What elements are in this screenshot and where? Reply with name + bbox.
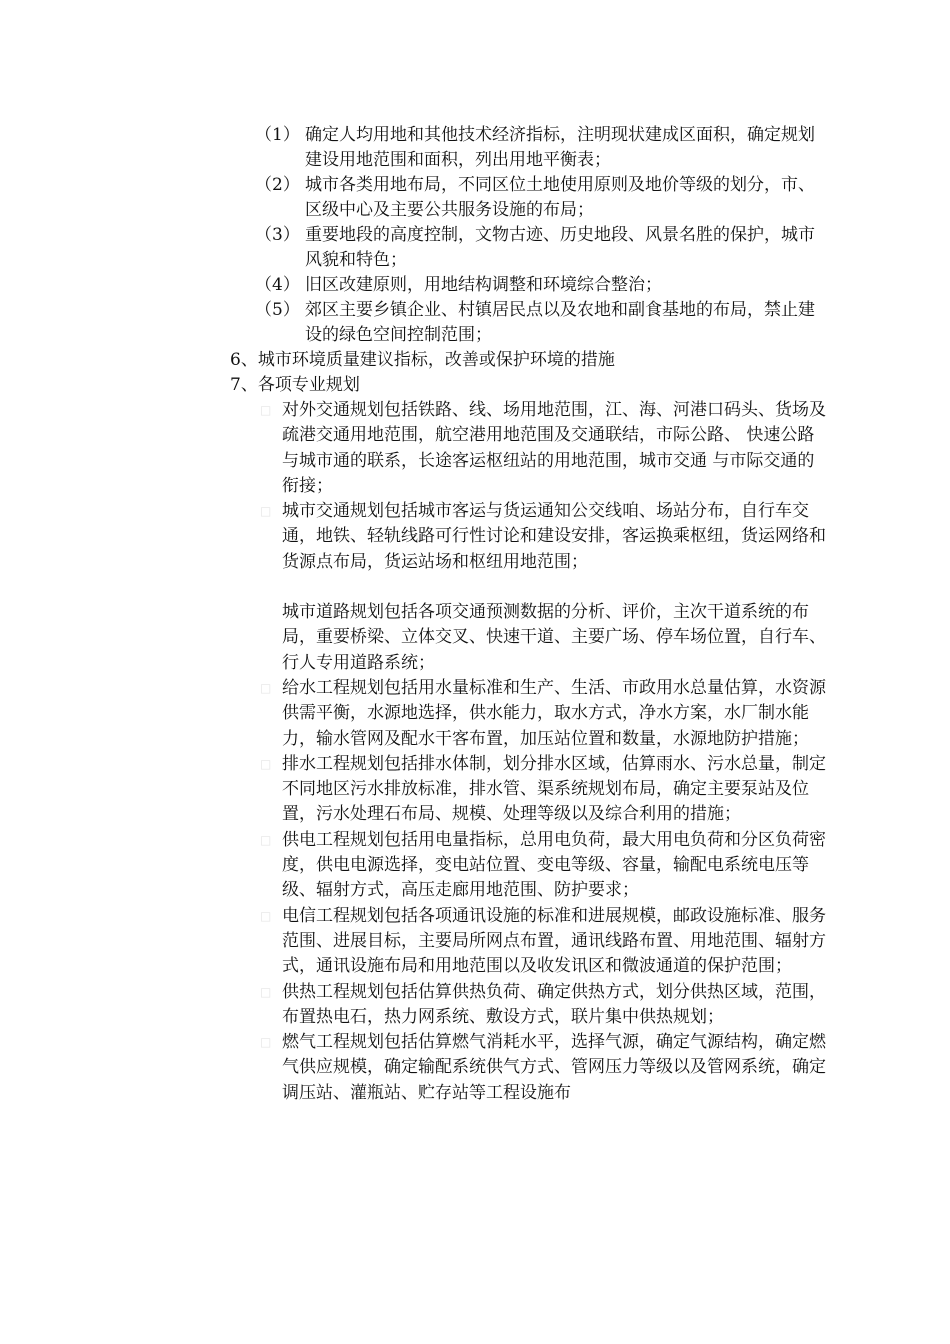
sub-item-number: （1） xyxy=(255,125,300,145)
plan-item-gas xyxy=(230,1030,830,1106)
bullet-marker-icon: □ xyxy=(260,504,272,519)
sub-item-number: （4） xyxy=(255,275,300,295)
plan-item-water-supply xyxy=(230,676,830,752)
sub-item-5 xyxy=(230,298,830,348)
section-heading-7: 7、各项专业规划 xyxy=(230,375,360,395)
sub-item-text: 郊区主要乡镇企业、村镇居民点以及农地和副食基地的布局，禁止建设的绿色空间控制范围； xyxy=(305,300,815,345)
plan-item-power-supply xyxy=(230,828,830,904)
plan-item-text: 排水工程规划包括排水体制，划分排水区域，估算雨水、污水总量，制定不同地区污水排放标准，排水管、渠系统规划布局，确定主要泵站及位置，污水处理石布局、规模、处理等级以及综合利用的措施； xyxy=(282,753,826,825)
plan-item-text: 城市道路规划包括各项交通预测数据的分析、评价，主次干道系统的布局，重要桥梁、立体交叉、快速干道、主要广场、停车场位置，自行车、行人专用道路系统； xyxy=(282,602,826,673)
sub-item-number: （2） xyxy=(255,175,300,195)
sub-item-3 xyxy=(230,223,830,273)
plan-item-text: 城市交通规划包括城市客运与货运通知公交线咱、场站分布，自行车交通，地铁、轻轨线路可行性讨论和建设安排，客运换乘枢纽，货运网络和货源点布局，货运站场和枢纽用地范围； xyxy=(282,501,826,572)
sub-item-text: 旧区改建原则，用地结构调整和环境综合整治； xyxy=(305,275,662,295)
plan-item-text: 供电工程规划包括用电量指标，总用电负荷，最大用电负荷和分区负荷密度，供电电源选择，变电站位置、变电等级、容量，输配电系统电压等级、辐射方式，高压走廊用地范围、防护要求； xyxy=(282,829,826,901)
plan-item-text: 给水工程规划包括用水量标准和生产、生活、市政用水总量估算，水资源供需平衡，水源地选择，供水能力，取水方式，净水方案，水厂制水能力，输水管网及配水干客布置，加压站位置和数量，水源地防护措施； xyxy=(282,677,826,749)
sub-item-number: （3） xyxy=(255,225,300,245)
sub-item-number: （5） xyxy=(255,300,300,320)
plan-item-external-traffic xyxy=(230,398,830,499)
plan-item-heating xyxy=(230,980,830,1031)
bullet-marker-icon: □ xyxy=(260,984,272,999)
bullet-marker-icon: □ xyxy=(260,756,272,771)
plan-item-telecom xyxy=(230,904,830,980)
sub-item-text: 城市各类用地布局，不同区位土地使用原则及地价等级的划分，市、区级中心及主要公共服务设施的布局； xyxy=(305,175,815,220)
blank-line xyxy=(230,575,830,600)
sub-item-1 xyxy=(230,123,830,173)
bullet-marker-icon: □ xyxy=(260,680,272,695)
sub-item-text: 重要地段的高度控制，文物古迹、历史地段、风景名胜的保护，城市风貌和特色； xyxy=(305,225,815,270)
plan-item-road xyxy=(230,600,830,676)
bullet-marker-icon: □ xyxy=(260,908,272,923)
plan-item-text: 对外交通规划包括铁路、线、场用地范围，江、海、河港口码头、货场及疏港交通用地范围，航空港用地范围及交通联结，市际公路、 快速公路与城市通的联系，长途客运枢纽站的用地范围，城市交通 与市际交通的衔接； xyxy=(282,400,826,496)
sub-item-text: 确定人均用地和其他技术经济指标，注明现状建成区面积，确定规划建设用地范围和面积，列出用地平衡表； xyxy=(305,125,815,170)
plan-item-text: 供热工程规划包括估算供热负荷、确定供热方式，划分供热区域，范围，布置热电石，热力网系统、敷设方式，联片集中供热规划； xyxy=(282,981,826,1027)
sub-item-4 xyxy=(230,273,830,298)
plan-item-drainage xyxy=(230,752,830,828)
document-body xyxy=(230,123,830,1106)
bullet-marker-icon: □ xyxy=(260,1035,272,1050)
plan-item-text: 电信工程规划包括各项通讯设施的标准和进展规模，邮政设施标准、服务范围、进展目标，主要局所网点布置，通讯线路布置、用地范围、辐射方式，通讯设施布局和用地范围以及收发讯区和微波通道的保护范围； xyxy=(282,905,826,977)
plan-item-urban-traffic xyxy=(230,499,830,575)
sub-item-2 xyxy=(230,173,830,223)
bullet-marker-icon: □ xyxy=(260,832,272,847)
bullet-marker-icon: □ xyxy=(260,403,272,417)
section-heading-6: 6、城市环境质量建议指标，改善或保护环境的措施 xyxy=(230,350,615,370)
plan-item-text: 燃气工程规划包括估算燃气消耗水平，选择气源，确定气源结构，确定燃气供应规模，确定输配系统供气方式、管网压力等级以及管网系统，确定调压站、灌瓶站、贮存站等工程设施布 xyxy=(282,1032,826,1103)
